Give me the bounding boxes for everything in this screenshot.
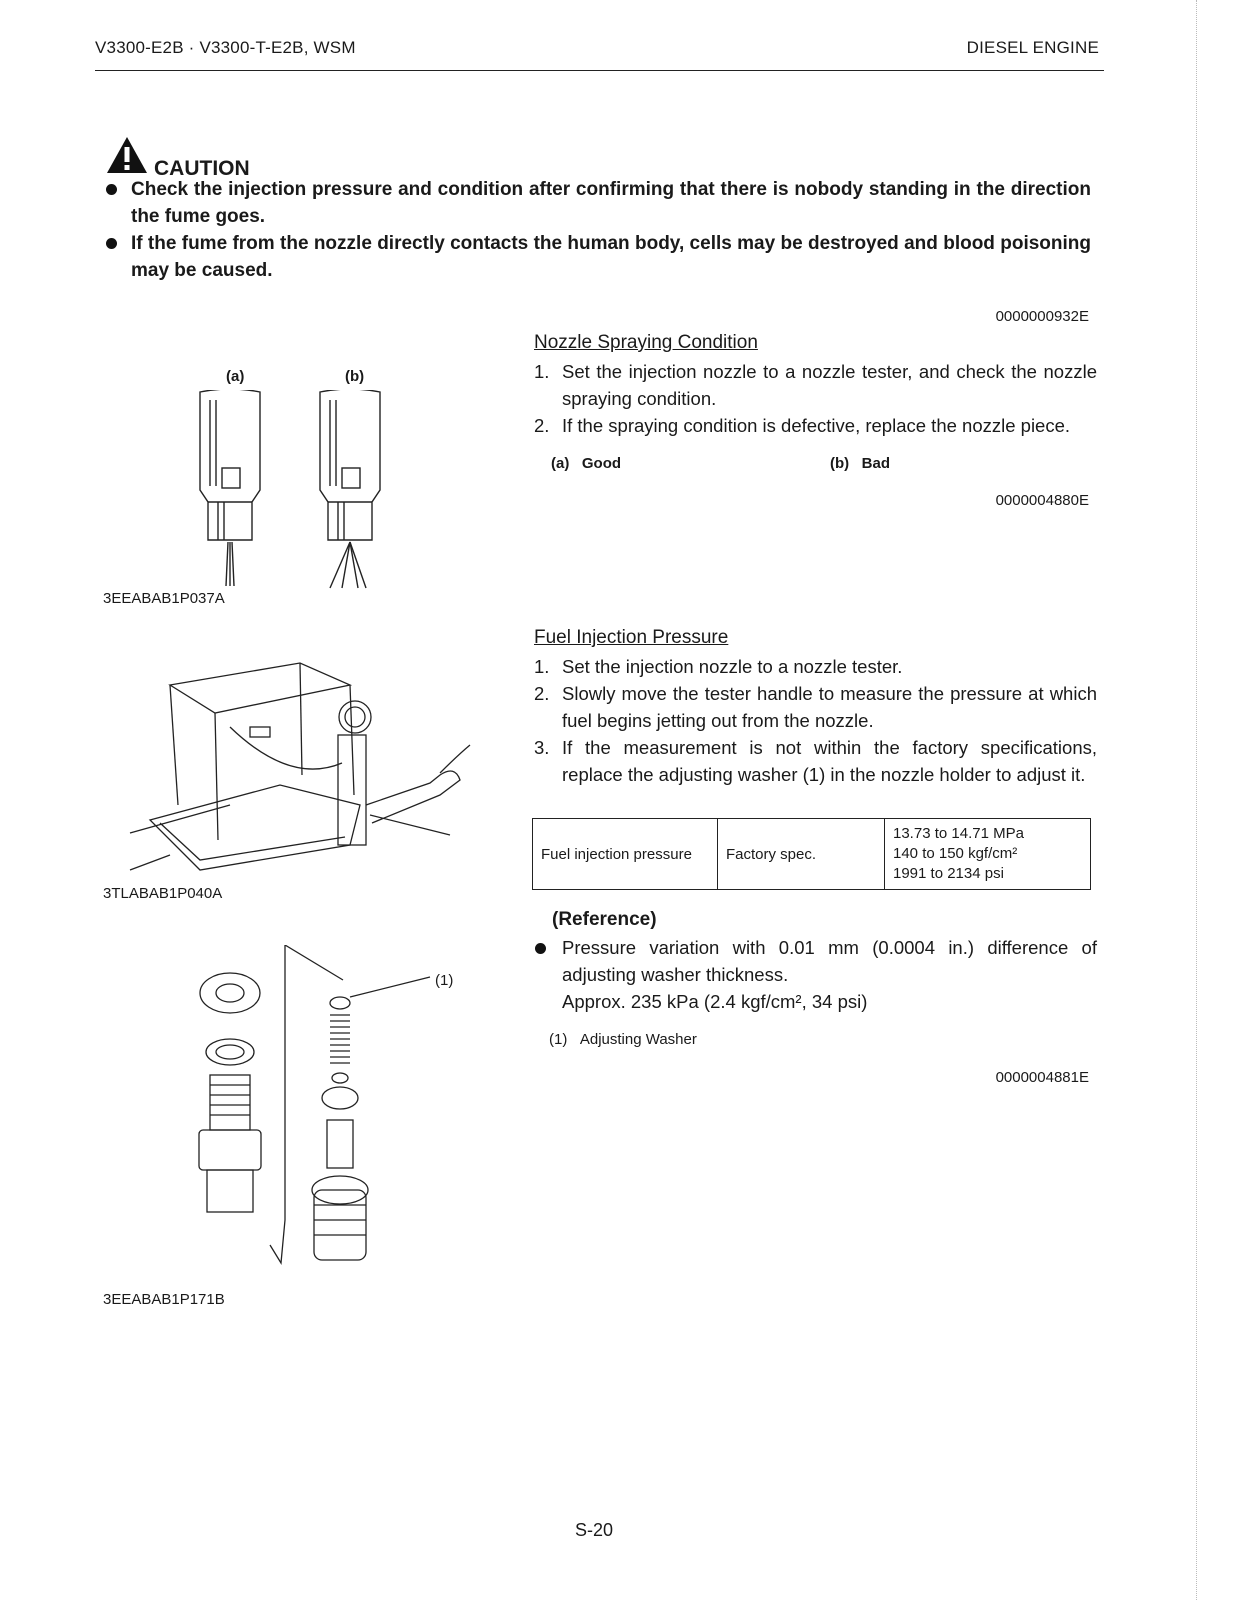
table-cell-spec-label: Factory spec. [718, 819, 885, 890]
step-text: Slowly move the tester handle to measure the pressure at which fuel begins jetting out from the nozzle. [562, 683, 1097, 731]
section-title-nozzle-spraying: Nozzle Spraying Condition [534, 332, 758, 353]
step-text: If the measurement is not within the factory specifications, replace the adjusting washer (1) in the nozzle holder to adjust it. [562, 737, 1097, 785]
figure-code: 3TLABAB1P040A [103, 885, 223, 902]
header-section: DIESEL ENGINE [966, 38, 1099, 57]
caution-title: CAUTION [154, 157, 250, 180]
step-number: 2. [534, 415, 550, 436]
bullet-icon [535, 943, 546, 954]
table-cell-item: Fuel injection pressure [533, 819, 718, 890]
step-number: 3. [534, 737, 550, 758]
doc-code: 0000000932E [995, 308, 1089, 325]
warning-icon [106, 136, 148, 179]
spec-table [532, 818, 1091, 890]
reference-title: (Reference) [552, 909, 657, 930]
legend-item-washer [549, 1031, 697, 1048]
step-item [534, 734, 1097, 788]
doc-code: 0000004881E [995, 1069, 1089, 1086]
bullet-icon [106, 238, 117, 249]
header-title: V3300-E2B · V3300-T-E2B, WSM [95, 38, 356, 57]
page-edge [1196, 0, 1197, 1600]
legend-key: (b) [830, 455, 850, 472]
fuel-injection-steps [534, 653, 1097, 788]
nozzle-spraying-steps [534, 358, 1097, 439]
legend-label: Adjusting Washer [579, 1031, 697, 1048]
spec-value: 1991 to 2134 psi [893, 865, 1004, 882]
callout-1: (1) [435, 972, 454, 989]
caution-item-text: If the fume from the nozzle directly contacts the human body, cells may be destroyed and blood poisoning may be caused. [131, 233, 1091, 281]
bullet-icon [106, 184, 117, 195]
caution-item-text: Check the injection pressure and condition after confirming that there is nobody standing in the direction the fume goes. [131, 179, 1091, 227]
step-text: Set the injection nozzle to a nozzle tester, and check the nozzle spraying condition. [562, 361, 1097, 409]
legend-item-bad [830, 455, 890, 472]
step-number: 2. [534, 683, 550, 704]
legend-key: (a) [551, 455, 570, 472]
legend-label: Bad [861, 455, 891, 472]
nozzle-holder-exploded-figure [185, 945, 485, 1285]
reference-item [534, 934, 1097, 1015]
table-row [533, 819, 1091, 890]
step-item [534, 680, 1097, 734]
figure-code: 3EEABAB1P037A [103, 590, 225, 607]
step-text: If the spraying condition is defective, replace the nozzle piece. [562, 415, 1071, 436]
caution-list [106, 176, 1091, 284]
exploded-drawing [185, 945, 485, 1285]
reference-line1: Pressure variation with 0.01 mm (0.0004 in.) difference of adjusting washer thickness. [562, 937, 1097, 985]
legend-key: (1) [549, 1031, 568, 1048]
legend-label: Good [581, 455, 622, 472]
step-item [534, 412, 1097, 439]
step-item [534, 653, 1097, 680]
nozzle-spray-figure [190, 362, 410, 592]
page-number: S-20 [575, 1520, 614, 1540]
section-title-fuel-injection: Fuel Injection Pressure [534, 627, 729, 648]
tester-drawing [110, 655, 480, 885]
nozzle-tester-figure [110, 655, 480, 885]
reference-line2: Approx. 235 kPa (2.4 kgf/cm², 34 psi) [562, 991, 868, 1012]
step-number: 1. [534, 361, 550, 382]
table-cell-values [885, 819, 1091, 890]
step-text: Set the injection nozzle to a nozzle tester. [562, 656, 903, 677]
figure-code: 3EEABAB1P171B [103, 1291, 225, 1308]
spec-value: 13.73 to 14.71 MPa [893, 825, 1024, 842]
caution-item [106, 176, 1091, 230]
doc-code: 0000004880E [995, 492, 1089, 509]
spec-value: 140 to 150 kgf/cm² [893, 845, 1018, 862]
caution-item [106, 230, 1091, 284]
step-number: 1. [534, 656, 550, 677]
header-rule [95, 70, 1104, 71]
figure-label-b: (b) [345, 368, 365, 385]
legend-item-good [551, 455, 621, 472]
nozzle-drawing [190, 390, 410, 590]
figure-label-a: (a) [226, 368, 245, 385]
step-item [534, 358, 1097, 412]
